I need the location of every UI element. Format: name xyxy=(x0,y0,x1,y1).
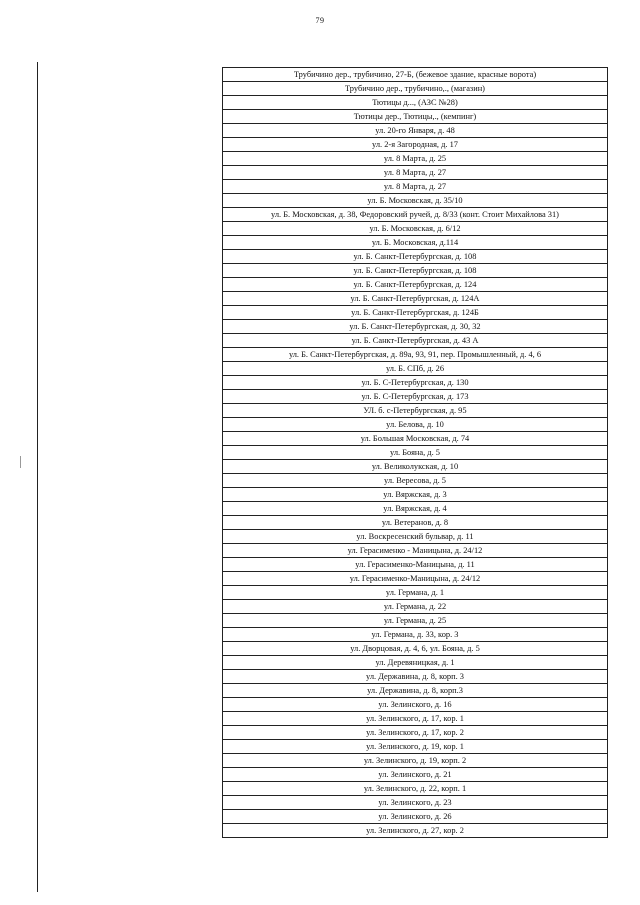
table-row xyxy=(223,824,608,838)
address-cell: ул. Вересова, д. 5 xyxy=(223,474,608,488)
table-row xyxy=(223,68,608,82)
address-cell: ул. Зелинского, д. 21 xyxy=(223,768,608,782)
address-cell: ул. Державина, д. 8, корп.3 xyxy=(223,684,608,698)
address-cell: ул. Герасименко - Маницына, д. 24/12 xyxy=(223,544,608,558)
address-cell: Трубичино дер., трубичино, 27-Б, (бежевое здание, красные ворота) xyxy=(223,68,608,82)
table-row xyxy=(223,656,608,670)
address-cell: ул. Б. Московская, д. 35/10 xyxy=(223,194,608,208)
table-row xyxy=(223,586,608,600)
table-row xyxy=(223,614,608,628)
address-cell: ул. Белова, д. 10 xyxy=(223,418,608,432)
table-row xyxy=(223,684,608,698)
address-cell: ул. Германа, д. 33, кор. 3 xyxy=(223,628,608,642)
table-row xyxy=(223,222,608,236)
table-row xyxy=(223,432,608,446)
address-cell: ул. Б. С-Петербургская, д. 130 xyxy=(223,376,608,390)
address-cell: ул. Б. Санкт-Петербургская, д. 89а, 93, 91, пер. Промышленный, д. 4, 6 xyxy=(223,348,608,362)
table-row xyxy=(223,502,608,516)
address-cell: ул. Зелинского, д. 17, кор. 1 xyxy=(223,712,608,726)
address-cell: ул. Герасименко-Маницына, д. 11 xyxy=(223,558,608,572)
table-row xyxy=(223,334,608,348)
address-cell: ул. Германа, д. 1 xyxy=(223,586,608,600)
table-row xyxy=(223,474,608,488)
table-row xyxy=(223,796,608,810)
address-cell: ул. Зелинского, д. 26 xyxy=(223,810,608,824)
scan-mark xyxy=(20,456,21,468)
address-cell: ул. Вяржская, д. 4 xyxy=(223,502,608,516)
table-row xyxy=(223,362,608,376)
page-number: 79 xyxy=(315,16,325,25)
table-row xyxy=(223,600,608,614)
table-row xyxy=(223,558,608,572)
table-row xyxy=(223,698,608,712)
table-row xyxy=(223,152,608,166)
address-cell: ул. Б. Московская, д.114 xyxy=(223,236,608,250)
table-row xyxy=(223,810,608,824)
table-row xyxy=(223,236,608,250)
address-cell: ул. Германа, д. 22 xyxy=(223,600,608,614)
address-cell: ул. Германа, д. 25 xyxy=(223,614,608,628)
address-cell: ул. Воскресенский бульвар, д. 11 xyxy=(223,530,608,544)
address-cell: УЛ. б. с-Петербургская, д. 95 xyxy=(223,404,608,418)
address-cell: ул. Зелинского, д. 16 xyxy=(223,698,608,712)
table-row xyxy=(223,166,608,180)
address-cell: Трубичино дер., трубичино,., (магазин) xyxy=(223,82,608,96)
address-cell: ул. Б. Санкт-Петербургская, д. 30, 32 xyxy=(223,320,608,334)
address-cell: ул. Б. Санкт-Петербургская, д. 124 xyxy=(223,278,608,292)
address-cell: ул. Б. Московская, д. 38, Федоровский ручей, д. 8/33 (конт. Стоит Михайлова 31) xyxy=(223,208,608,222)
table-row xyxy=(223,572,608,586)
table-row xyxy=(223,376,608,390)
table-row xyxy=(223,320,608,334)
table-row xyxy=(223,82,608,96)
address-cell: ул. Б. Санкт-Петербургская, д. 124Б xyxy=(223,306,608,320)
address-cell: ул. Бояна, д. 5 xyxy=(223,446,608,460)
table-row xyxy=(223,782,608,796)
address-cell: ул. 8 Марта, д. 27 xyxy=(223,180,608,194)
address-cell: ул. Зелинского, д. 17, кор. 2 xyxy=(223,726,608,740)
address-cell: ул. Б. Санкт-Петербургская, д. 108 xyxy=(223,250,608,264)
table-row xyxy=(223,96,608,110)
address-cell: ул. Б. Московская, д. 6/12 xyxy=(223,222,608,236)
table-row xyxy=(223,306,608,320)
table-row xyxy=(223,138,608,152)
table-row xyxy=(223,446,608,460)
address-cell: ул. Зелинского, д. 19, корп. 2 xyxy=(223,754,608,768)
address-cell: ул. Б. Санкт-Петербургская, д. 124А xyxy=(223,292,608,306)
table-row xyxy=(223,292,608,306)
table-row xyxy=(223,124,608,138)
address-cell: Тютицы дер., Тютицы,., (кемпинг) xyxy=(223,110,608,124)
table-row xyxy=(223,348,608,362)
table-row xyxy=(223,516,608,530)
address-table-body xyxy=(223,68,608,838)
table-row xyxy=(223,194,608,208)
address-table xyxy=(222,67,608,838)
address-cell: ул. Дворцовая, д. 4, 6, ул. Бояна, д. 5 xyxy=(223,642,608,656)
table-row xyxy=(223,628,608,642)
address-cell: ул. Державина, д. 8, корп. 3 xyxy=(223,670,608,684)
table-row xyxy=(223,278,608,292)
table-row xyxy=(223,726,608,740)
table-row xyxy=(223,488,608,502)
address-cell: ул. Вяржская, д. 3 xyxy=(223,488,608,502)
address-cell: ул. Большая Московская, д. 74 xyxy=(223,432,608,446)
address-cell: ул. Б. СПб, д. 26 xyxy=(223,362,608,376)
table-row xyxy=(223,208,608,222)
address-cell: Тютицы д..., (АЗС №28) xyxy=(223,96,608,110)
address-cell: ул. Зелинского, д. 19, кор. 1 xyxy=(223,740,608,754)
table-row xyxy=(223,544,608,558)
address-cell: ул. Великолукская, д. 10 xyxy=(223,460,608,474)
address-cell: ул. Б. Санкт-Петербургская, д. 108 xyxy=(223,264,608,278)
table-row xyxy=(223,530,608,544)
address-cell: ул. Б. Санкт-Петербургская, д. 43 А xyxy=(223,334,608,348)
table-row xyxy=(223,180,608,194)
table-row xyxy=(223,642,608,656)
address-cell: ул. Ветеранов, д. 8 xyxy=(223,516,608,530)
table-row xyxy=(223,712,608,726)
table-row xyxy=(223,250,608,264)
table-row xyxy=(223,754,608,768)
table-row xyxy=(223,390,608,404)
table-row xyxy=(223,418,608,432)
table-row xyxy=(223,110,608,124)
address-cell: ул. Герасименко-Маницына, д. 24/12 xyxy=(223,572,608,586)
table-row xyxy=(223,670,608,684)
address-cell: ул. Зелинского, д. 27, кор. 2 xyxy=(223,824,608,838)
address-cell: ул. Б. С-Петербургская, д. 173 xyxy=(223,390,608,404)
address-cell: ул. 8 Марта, д. 27 xyxy=(223,166,608,180)
address-cell: ул. Зелинского, д. 22, корп. 1 xyxy=(223,782,608,796)
address-cell: ул. Деревяницкая, д. 1 xyxy=(223,656,608,670)
table-row xyxy=(223,264,608,278)
table-row xyxy=(223,404,608,418)
address-cell: ул. 20-го Января, д. 48 xyxy=(223,124,608,138)
address-cell: ул. 2-я Загородная, д. 17 xyxy=(223,138,608,152)
table-row xyxy=(223,740,608,754)
left-margin-rule xyxy=(37,62,38,892)
address-cell: ул. 8 Марта, д. 25 xyxy=(223,152,608,166)
table-row xyxy=(223,768,608,782)
table-row xyxy=(223,460,608,474)
address-cell: ул. Зелинского, д. 23 xyxy=(223,796,608,810)
